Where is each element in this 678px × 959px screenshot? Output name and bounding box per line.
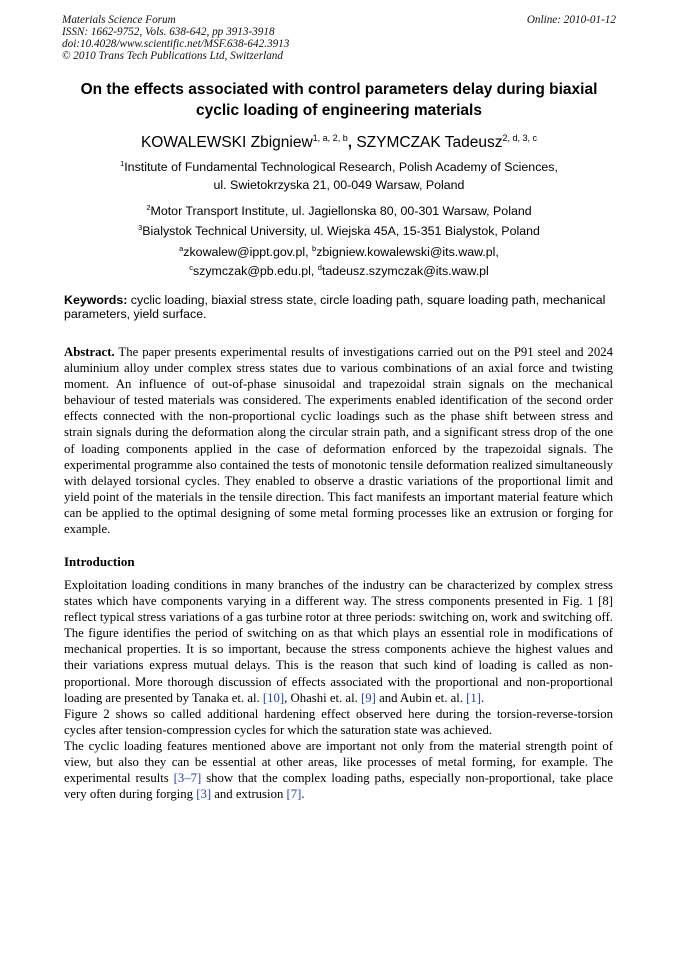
affiliation-1-num: 1 bbox=[120, 159, 125, 168]
affiliation-1 bbox=[40, 156, 638, 175]
intro-p1-text: , Ohashi et. al. bbox=[284, 690, 361, 705]
keywords bbox=[64, 293, 616, 321]
intro-p3-text: . bbox=[301, 787, 305, 802]
affiliation-1-line-1: Institute of Fundamental Technological Research, Polish Academy of Sciences, bbox=[124, 160, 558, 174]
email-b-sup: b bbox=[312, 244, 317, 253]
author-1-name: KOWALEWSKI Zbigniew bbox=[140, 134, 313, 151]
citation-link[interactable]: [1] bbox=[466, 690, 482, 705]
paper-title bbox=[40, 79, 638, 121]
introduction-heading: Introduction bbox=[64, 554, 135, 569]
citation-link[interactable]: [3] bbox=[196, 787, 212, 802]
affiliation-3-text: Bialystok Technical University, ul. Wiejska 45A, 15-351 Bialystok, Poland bbox=[142, 224, 540, 238]
affiliation-2-num: 2 bbox=[146, 203, 151, 212]
affiliation-2-text: Motor Transport Institute, ul. Jagiellonska 80, 00-301 Warsaw, Poland bbox=[150, 204, 532, 218]
email-d-sup: d bbox=[317, 263, 322, 272]
intro-p3-text: show that the complex loading paths, especially non-proportional, take place very often during forging bbox=[64, 771, 613, 802]
keywords-label: Keywords: bbox=[64, 293, 128, 307]
intro-paragraph-2: Figure 2 shows so called additional hardening effect observed here during the torsion-reverse-torsion cycles after tension-compression cycles for which the saturation state was achieved. bbox=[64, 706, 613, 737]
abstract-text: The paper presents experimental results of investigations carried out on the P91 steel and 2024 aluminium alloy under complex stress states due to various combinations of an axial force and twisting moment. An influence of out-of-phase sinusoidal and trapezoidal strain signals on the mechanical behaviour of tested materials was considered. The experiments enabled identification of the second order effects connected with the non-proportional cyclic loadings such as the phase shift between stress and strain signals during the deformation along the circular strain path, and a significant stress drop of the one of loading components applied in the case of deformation enforced by the trapezoidal signals. The experimental programme also contained the tests of monotonic tensile deformation realized simultaneously with delayed torsional cycles. They enabled to observe a drastic variations of the proportional limit and yield point of the materials in the tensile direction. This fact manifests an important material feature which can be applied to the optimal designing of some metal forming processes like an extrusion or forging for example. bbox=[64, 345, 613, 537]
author-separator: , bbox=[347, 134, 357, 151]
intro-p3-text: The cyclic loading features mentioned above are important not only from the material strength point of view, but also they can be essential at other areas, like processes of metal forming, for example. The experimental results bbox=[64, 738, 613, 786]
citation-link[interactable]: [7] bbox=[286, 787, 302, 802]
email-c: szymczak@pb.edu.pl, bbox=[192, 264, 318, 278]
citation-link[interactable]: [9] bbox=[361, 690, 376, 705]
authors-line bbox=[40, 129, 638, 152]
author-2-name: SZYMCZAK Tadeusz bbox=[356, 134, 503, 151]
affiliation-1-address: ul. Swietokrzyska 21, 00-049 Warsaw, Poland bbox=[213, 178, 465, 192]
online-date: Online: 2010-01-12 bbox=[526, 14, 616, 26]
abstract bbox=[64, 344, 613, 537]
doi-line: doi:10.4028/www.scientific.net/MSF.638-642.3913 bbox=[62, 38, 290, 50]
intro-paragraph-1 bbox=[64, 577, 613, 706]
intro-p3-text: and extrusion bbox=[211, 787, 287, 802]
intro-p1-text: . bbox=[481, 690, 485, 705]
intro-paragraph-3 bbox=[64, 738, 613, 802]
email-d: tadeusz.szymczak@its.waw.pl bbox=[321, 264, 489, 278]
intro-p1-text: and Aubin et. al. bbox=[375, 690, 467, 705]
journal-name: Materials Science Forum bbox=[62, 14, 176, 26]
email-c-sup: c bbox=[189, 263, 193, 272]
affiliation-3-num: 3 bbox=[138, 223, 143, 232]
email-b: zbigniew.kowalewski@its.waw.pl, bbox=[316, 245, 499, 259]
emails-line-2 bbox=[40, 260, 638, 279]
emails-block bbox=[40, 241, 638, 279]
keywords-text: cyclic loading, biaxial stress state, circle loading path, square loading path, mechanical parameters, yield surface. bbox=[64, 293, 606, 321]
author-1-sup: 1, a, 2, b bbox=[312, 133, 348, 143]
citation-link[interactable]: [10] bbox=[262, 690, 285, 705]
issn-line: ISSN: 1662-9752, Vols. 638-642, pp 3913-3918 bbox=[62, 26, 275, 38]
emails-line-1 bbox=[40, 241, 638, 260]
intro-p1-text: Exploitation loading conditions in many branches of the industry can be characterized by complex stress states which have components varying in a different way. The stress components presented in Fig. 1 [8] reflect typical stress variations of a gas turbine rotor at three periods: switching on, work and switching off. The figure identifies the period of switching on as that which plays an essential role in modifications of mechanical properties. It is so important, because the stress components achieve the highest values and their variations express mutual delays. This is the reason that such kind of loading is called as non-proportional. More thorough discussion of effects associated with the proportional and non-proportional loading are presented by Tanaka et. al. bbox=[64, 578, 613, 705]
email-a-sup: a bbox=[179, 244, 184, 253]
copyright-line: © 2010 Trans Tech Publications Ltd, Switzerland bbox=[62, 50, 283, 62]
email-a: zkowalew@ippt.gov.pl, bbox=[183, 245, 313, 259]
abstract-label: Abstract. bbox=[64, 345, 115, 359]
introduction-body bbox=[64, 577, 613, 802]
citation-link[interactable]: [3–7] bbox=[173, 771, 202, 786]
affiliation-3 bbox=[40, 220, 638, 239]
page-header bbox=[62, 14, 616, 62]
title-line-2: cyclic loading of engineering materials bbox=[196, 102, 482, 119]
title-line-1: On the effects associated with control parameters delay during biaxial bbox=[80, 81, 598, 98]
author-2-sup: 2, d, 3, c bbox=[502, 133, 538, 143]
affiliation-2 bbox=[40, 200, 638, 219]
